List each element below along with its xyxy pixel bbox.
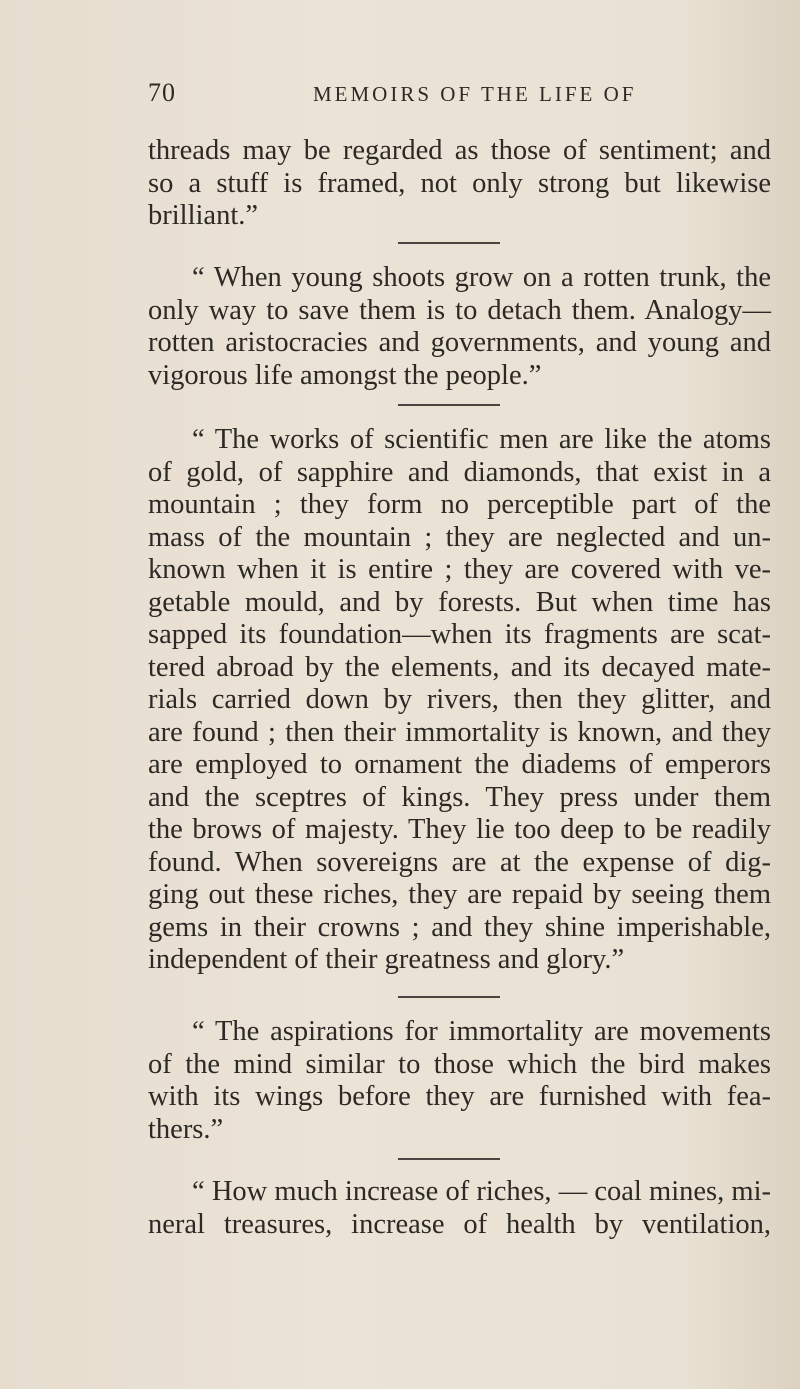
text-line: the brows of majesty. They lie too deep to be readily — [148, 814, 771, 845]
section-divider — [398, 242, 500, 244]
paragraph-2 — [148, 262, 771, 392]
text-line: of gold, of sapphire and diamonds, that exist in a — [148, 456, 771, 488]
page-number: 70 — [148, 78, 176, 107]
text-line: independent of their greatness and glory.” — [148, 944, 625, 975]
text-line: only way to save them is to detach them. Analogy— — [148, 294, 771, 326]
text-line: of the mind similar to those which the bird makes — [148, 1048, 771, 1080]
paragraph-5 — [148, 1176, 771, 1241]
text-line: and the sceptres of kings. They press under them — [148, 781, 771, 813]
text-line: are employed to ornament the diadems of emperors — [148, 749, 771, 780]
paragraph-1 — [148, 135, 771, 233]
text-line: threads may be regarded as those of sentiment; and — [148, 135, 771, 166]
text-line: mountain ; they form no perceptible part of the — [148, 489, 771, 520]
text-line: so a stuff is framed, not only strong but likewise — [148, 167, 771, 199]
text-line: tered abroad by the elements, and its decayed mate- — [148, 651, 771, 683]
text-line: found. When sovereigns are at the expense of dig- — [148, 846, 771, 878]
text-line: are found ; then their immortality is known, and they — [148, 716, 771, 748]
section-divider — [398, 1158, 500, 1160]
section-divider — [398, 404, 500, 406]
text-line: vigorous life amongst the people.” — [148, 359, 542, 391]
text-line: mass of the mountain ; they are neglected and un- — [148, 521, 771, 553]
page-header — [148, 78, 760, 112]
text-line: thers.” — [148, 1113, 224, 1145]
text-line: ging out these riches, they are repaid by seeing them — [148, 879, 771, 910]
text-line: gems in their crowns ; and they shine imperishable, — [148, 911, 771, 943]
text-line: rotten aristocracies and governments, and young and — [148, 327, 771, 358]
text-line: neral treasures, increase of health by ventilation, — [148, 1208, 771, 1240]
text-line: brilliant.” — [148, 200, 259, 231]
text-line: rials carried down by rivers, then they glitter, and — [148, 684, 771, 715]
section-divider — [398, 996, 500, 998]
running-head: MEMOIRS OF THE LIFE OF — [313, 82, 637, 106]
text-line: sapped its foundation—when its fragments are scat- — [148, 619, 771, 650]
text-line: “ The aspirations for immortality are movements — [192, 1016, 771, 1047]
text-line: “ The works of scientific men are like the atoms — [192, 424, 771, 455]
text-line: with its wings before they are furnished with fea- — [148, 1081, 771, 1112]
text-line: “ When young shoots grow on a rotten trunk, the — [192, 262, 771, 293]
text-line: “ How much increase of riches, — coal mines, mi- — [192, 1176, 771, 1207]
text-line: getable mould, and by forests. But when time has — [148, 586, 771, 618]
text-line: known when it is entire ; they are covered with ve- — [148, 554, 771, 585]
paragraph-4 — [148, 1016, 771, 1146]
paragraph-3 — [148, 424, 771, 977]
